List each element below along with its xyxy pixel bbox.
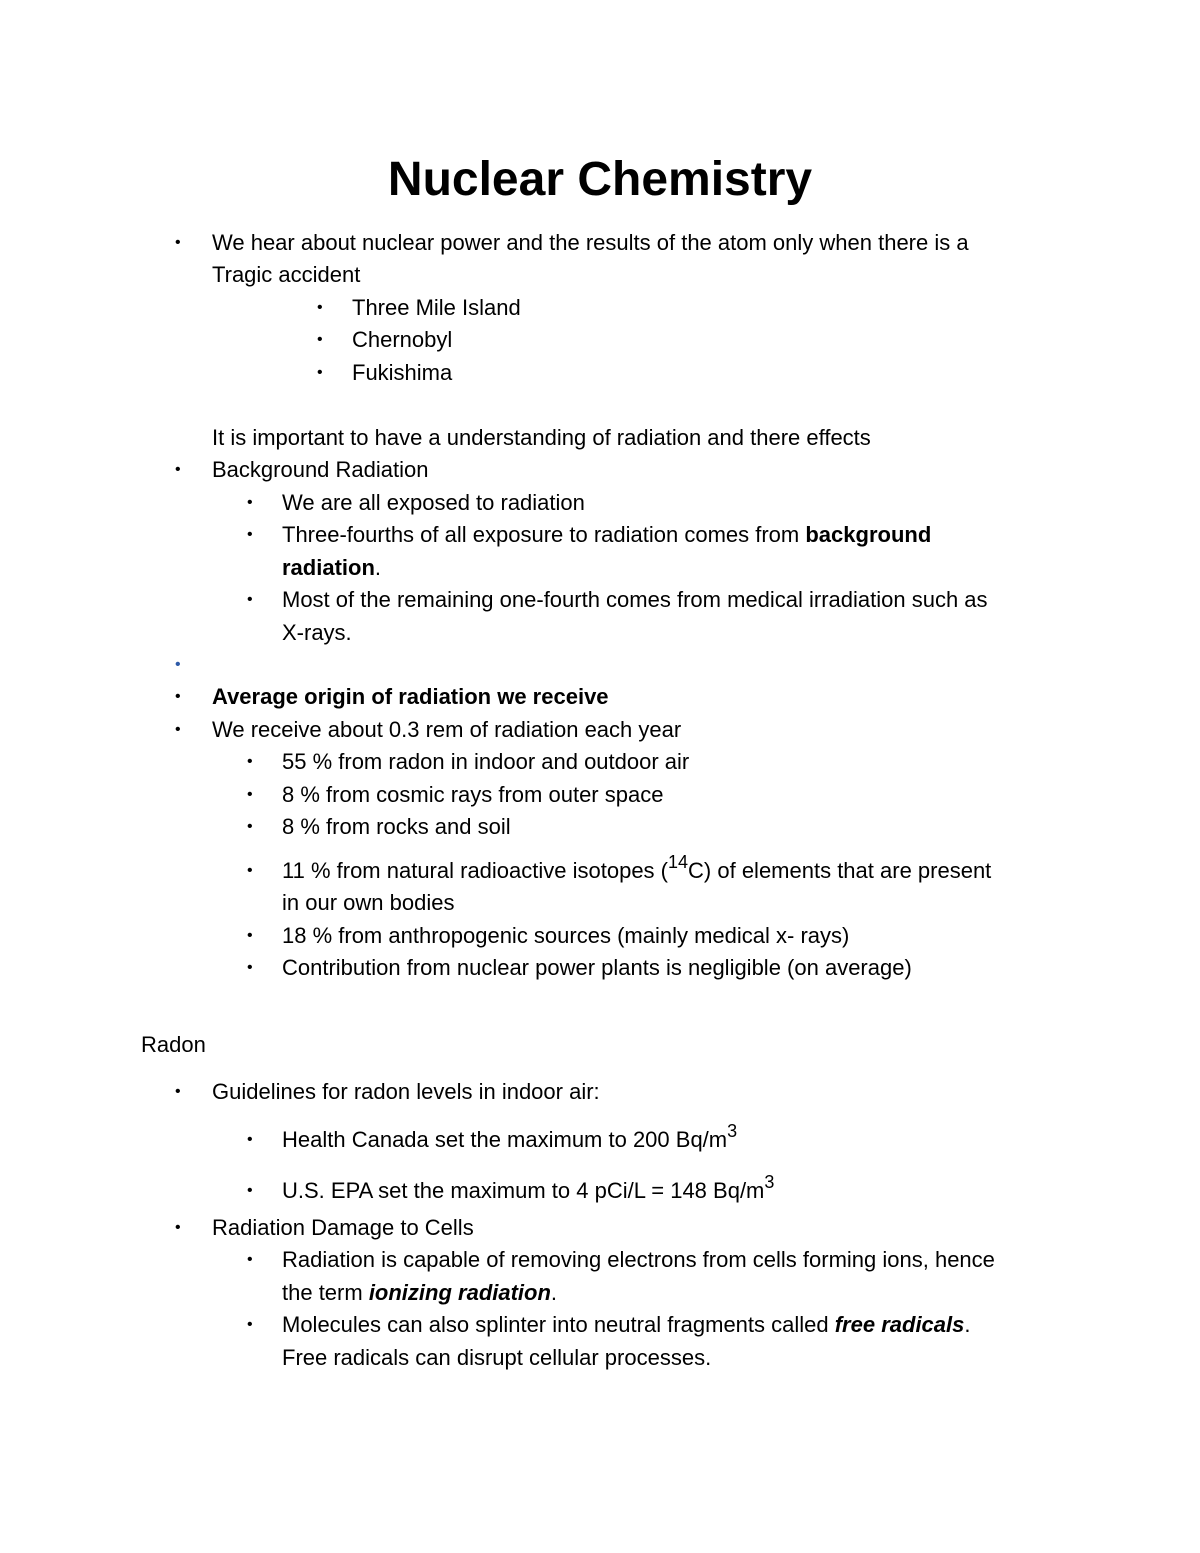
average-heading: Average origin of radiation we receive [212, 684, 609, 709]
guidelines-line: Guidelines for radon levels in indoor air: [212, 1079, 600, 1104]
source-item: 55 % from radon in indoor and outdoor air [282, 749, 690, 774]
important-note: It is important to have a understanding of radiation and there effects [212, 425, 871, 450]
superscript: 3 [727, 1121, 738, 1141]
bullet: • [175, 234, 181, 251]
bullet: • [175, 1219, 181, 1236]
intro-line-1: We hear about nuclear power and the results of the atom only when there is a [212, 230, 969, 255]
text-run: . [374, 555, 382, 580]
bullet: • [247, 959, 253, 976]
background-item: We are all exposed to radiation [282, 490, 585, 515]
radon-heading: Radon [141, 1032, 206, 1057]
bullet: • [175, 721, 181, 738]
bold-term: radiation [282, 555, 375, 580]
source-item: Contribution from nuclear power plants is negligible (on average) [282, 955, 912, 980]
background-item-continued [282, 552, 381, 584]
page-title: Nuclear Chemistry [387, 153, 813, 206]
damage-heading: Radiation Damage to Cells [212, 1215, 474, 1240]
source-item: 8 % from rocks and soil [282, 814, 511, 839]
background-item: Most of the remaining one-fourth comes from medical irradiation such as [282, 587, 988, 612]
bold-italic-term: free radicals [834, 1312, 965, 1337]
receive-line: We receive about 0.3 rem of radiation each year [212, 717, 682, 742]
accident-item: Three Mile Island [352, 295, 521, 320]
bullet: • [247, 818, 253, 835]
bold-term: background [805, 522, 932, 547]
guideline-item [282, 1172, 775, 1207]
damage-item: Radiation is capable of removing electrons from cells forming ions, hence [282, 1247, 995, 1272]
source-item: 8 % from cosmic rays from outer space [282, 782, 664, 807]
bold-italic-term: ionizing radiation [368, 1280, 551, 1305]
intro-line-2: Tragic accident [212, 262, 361, 287]
bullet: • [247, 494, 253, 511]
bullet: • [247, 927, 253, 944]
text-run: . [550, 1280, 558, 1305]
bullet: • [175, 461, 181, 478]
damage-item-continued: Free radicals can disrupt cellular processes. [282, 1345, 712, 1370]
damage-item [282, 1309, 971, 1341]
empty-bullet: • [175, 656, 181, 673]
bullet: • [317, 299, 323, 316]
source-item: 18 % from anthropogenic sources (mainly medical x- rays) [282, 923, 850, 948]
text-run: 11 % from natural radioactive isotopes ( [282, 858, 668, 883]
source-item-continued: in our own bodies [282, 890, 455, 915]
bullet: • [247, 862, 253, 879]
bullet: • [247, 1316, 253, 1333]
background-heading: Background Radiation [212, 457, 429, 482]
background-item [282, 519, 931, 551]
text-run: . [964, 1312, 971, 1337]
bullet: • [247, 526, 253, 543]
superscript: 14 [668, 852, 689, 872]
damage-item-continued [282, 1277, 557, 1309]
source-item [282, 852, 992, 887]
text-run: Health Canada set the maximum to 200 Bq/m [282, 1127, 728, 1152]
bullet: • [317, 364, 323, 381]
bullet: • [247, 591, 253, 608]
background-item-continued: X-rays. [282, 620, 352, 645]
text-run: Molecules can also splinter into neutral fragments called [282, 1312, 835, 1337]
text-run: C) of elements that are present [688, 858, 992, 883]
bullet: • [247, 1131, 253, 1148]
bullet: • [247, 1182, 253, 1199]
bullet: • [247, 1251, 253, 1268]
text-run: Three-fourths of all exposure to radiation comes from [282, 522, 806, 547]
accident-item: Fukishima [352, 360, 453, 385]
bullet: • [247, 753, 253, 770]
accident-item: Chernobyl [352, 327, 453, 352]
bullet: • [317, 331, 323, 348]
bullet: • [175, 688, 181, 705]
superscript: 3 [764, 1172, 775, 1192]
bullet: • [247, 786, 253, 803]
text-run: the term [282, 1280, 369, 1305]
guideline-item [282, 1121, 738, 1156]
text-run: U.S. EPA set the maximum to 4 pCi/L = 148 Bq/m [282, 1178, 765, 1203]
bullet: • [175, 1083, 181, 1100]
